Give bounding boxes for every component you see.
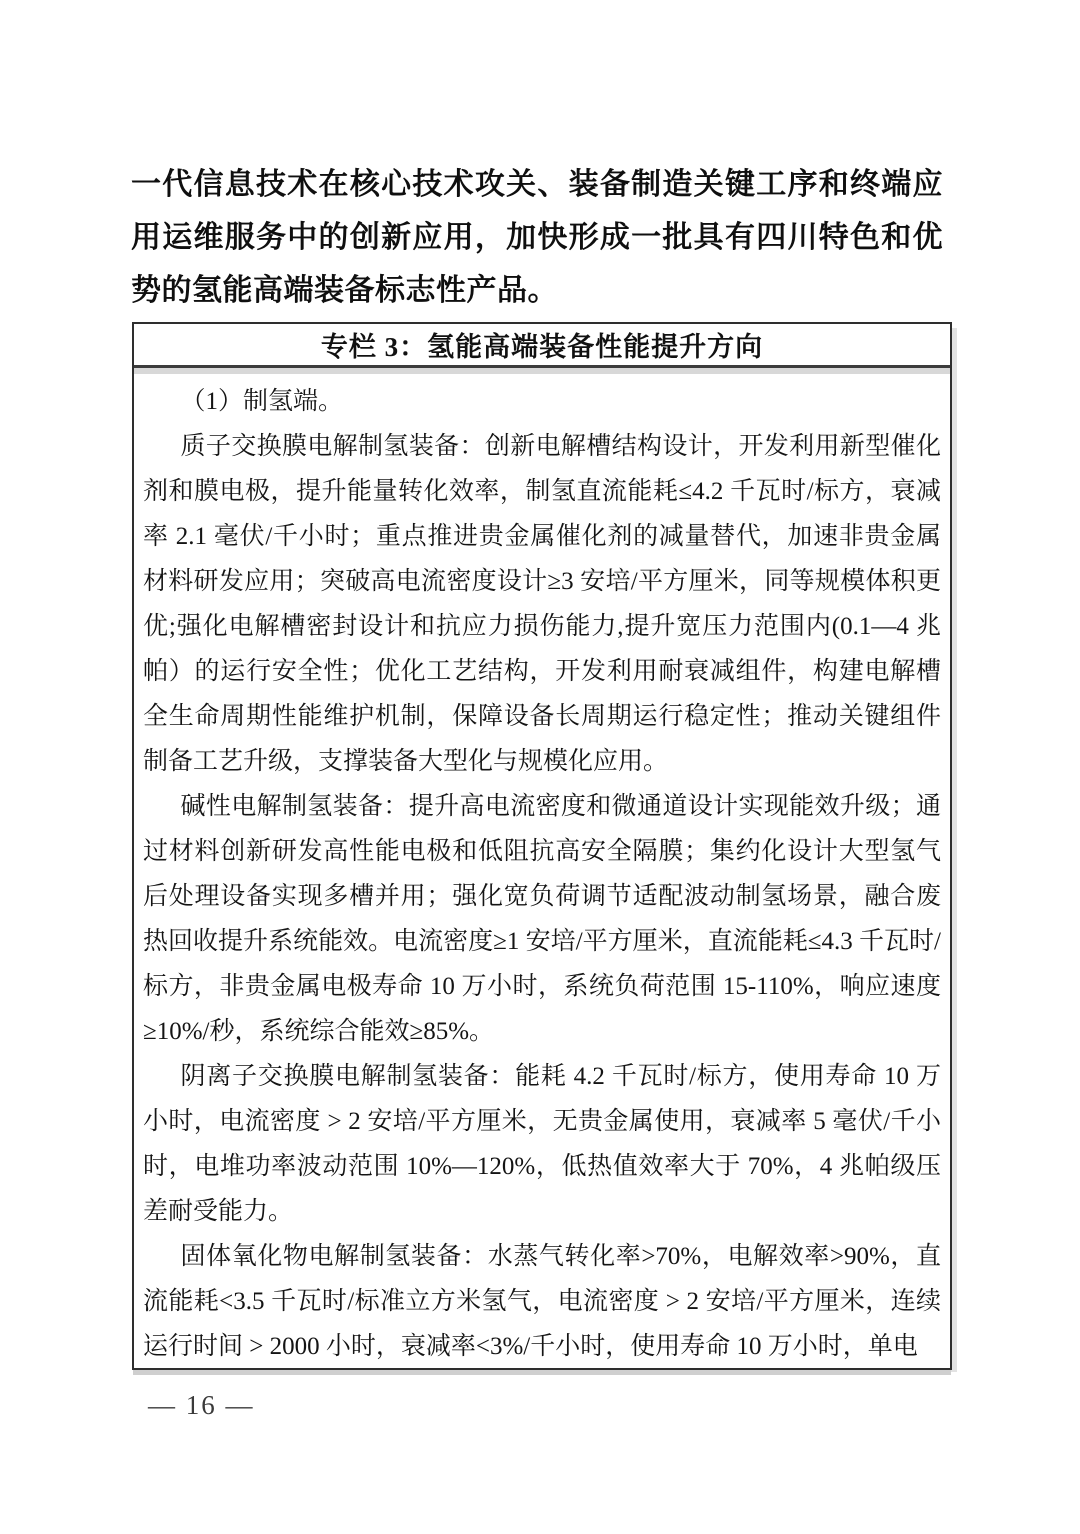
box-paragraph-pem-electrolyzer: 质子交换膜电解制氢装备：创新电解槽结构设计，开发利用新型催化剂和膜电极，提升能量转化效率，制氢直流能耗≤4.2 千瓦时/标方，衰减率 2.1 毫伏/千小时；重点推进贵金属催化剂的减量替代，加速非贵金属材料研发应用；突破高电流密度设计≥3 安培/平方厘米，同等规模体积更优;强化电解槽密封设计和抗应力损伤能力,提升宽压力范围内(0.1—4 兆帕）的运行安全性；优化工艺结构，开发利用耐衰减组件，构建电解槽全生命周期性能维护机制，保障设备长周期运行稳定性；推动关键组件制备工艺升级，支撑装备大型化与规模化应用。 [143,433,941,775]
title-separator-rule [134,365,950,374]
box-paragraph-aem-electrolyzer: 阴离子交换膜电解制氢装备：能耗 4.2 千瓦时/标方，使用寿命 10 万小时，电流密度 > 2 安培/平方厘米，无贵金属使用，衰减率 5 毫伏/千小时，电堆功率波动范围 10%—120%，低热值效率大于 70%，4 兆帕级压差耐受能力。 [143,1063,941,1225]
box-paragraph-heading: （1）制氢端。 [180,388,344,415]
box-paragraph-soec-electrolyzer: 固体氧化物电解制氢装备：水蒸气转化率>70%，电解效率>90%，直流能耗<3.5 千瓦时/标准立方米氢气，电流密度 > 2 安培/平方厘米，连续运行时间 > 2000 小时，衰减率<3%/千小时，使用寿命 10 万小时，单电 [143,1243,941,1360]
highlight-box [132,322,952,1370]
highlight-box-title: 专栏 3：氢能高端装备性能提升方向 [320,332,764,362]
box-paragraph-alkaline-electrolyzer: 碱性电解制氢装备：提升高电流密度和微通道设计实现能效升级；通过材料创新研发高性能电极和低阻抗高安全隔膜；集约化设计大型氢气后处理设备实现多槽并用；强化宽负荷调节适配波动制氢场景，融合废热回收提升系统能效。电流密度≥1 安培/平方厘米，直流能耗≤4.3 千瓦时/标方，非贵金属电极寿命 10 万小时，系统负荷范围 15-110%，响应速度≥10%/秒，系统综合能效≥85%。 [143,793,941,1045]
intro-paragraph: 一代信息技术在核心技术攻关、装备制造关键工序和终端应用运维服务中的创新应用，加快形成一批具有四川特色和优势的氢能高端装备标志性产品。 [131,168,943,307]
page-number: — 16 — [148,1390,255,1420]
highlight-box-body [134,374,950,1369]
